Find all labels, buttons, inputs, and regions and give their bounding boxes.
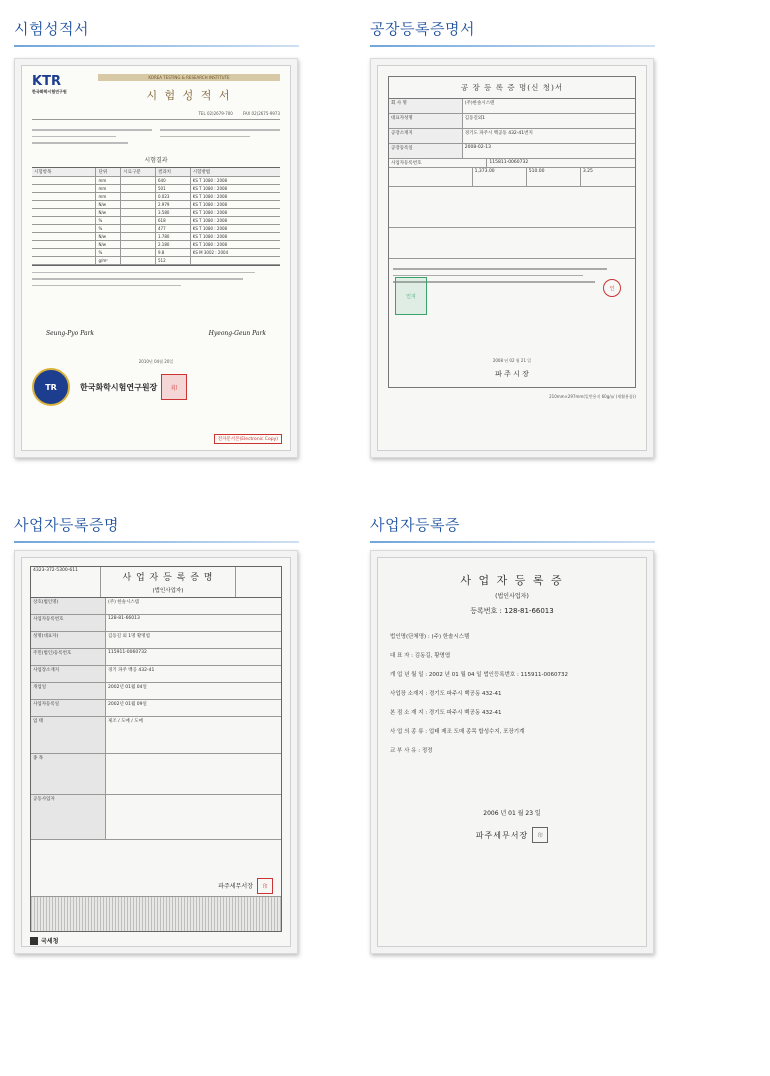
table-cell: 1.780 <box>156 233 191 240</box>
table-cell: KS T 1080 : 2008 <box>192 217 228 223</box>
form-label: 회 사 명 <box>389 99 463 113</box>
form-value: 경기도 파주시 백공동 432-41번지 <box>464 131 533 136</box>
table-cell: 512 <box>156 257 191 264</box>
header-band: KOREA TESTING & RESEARCH INSTITUTE <box>98 74 280 81</box>
table-cell: KS T 1080 : 2008 <box>192 241 228 247</box>
table-cell <box>32 185 96 192</box>
table-cell <box>32 233 96 240</box>
biz-reg-document[interactable] <box>370 550 654 954</box>
table-cell: 3.580 <box>156 209 191 216</box>
registration-line: 사업장 소재지 : 경기도 파주시 백공동 432-41 <box>390 691 502 697</box>
table-cell: KS T 1080 : 2008 <box>192 233 228 239</box>
ktr-seal-icon: TR <box>32 368 70 406</box>
table-cell: KS T 1080 : 2008 <box>192 201 228 207</box>
issue-date: 2010년 04월 20일 <box>138 359 174 365</box>
form-row <box>31 615 281 632</box>
table-row <box>32 257 280 265</box>
form-value: 경기 파주 백공 432-41 <box>108 668 155 673</box>
table-cell <box>32 257 96 264</box>
table-cell: 640 <box>156 177 191 184</box>
form-value: 2002년 01월 09일 <box>108 702 147 707</box>
business-type: 제조 / 도매 / 도매 <box>108 719 143 724</box>
form-row <box>389 114 635 129</box>
table-row <box>32 209 280 217</box>
factory-form-table: 회 사 명 (주)한솔시스텐 대표자성명 김동길외1 공장소재지 경기도 파주시 백공동 432-41번지 공장등록일 2008-02-13 사업자등록번호 115811-0060732 1,373.00 510.00 3.25 인지 인 2008 년 02 월 21 일 파 주 시 장 <box>388 99 636 388</box>
table-row <box>32 193 280 201</box>
table-cell: KS M 3002 : 2004 <box>192 249 229 255</box>
table-header-cell: 시험방법 <box>192 169 211 175</box>
section-divider <box>14 541 299 543</box>
table-cell: 2.180 <box>156 241 191 248</box>
table-row <box>32 249 280 257</box>
table-cell <box>121 241 156 248</box>
table-cell: % <box>96 225 121 232</box>
table-row <box>32 225 280 233</box>
table-cell <box>121 209 156 216</box>
table-cell <box>121 225 156 232</box>
ktr-logo: KTR 한국화학시험연구원 <box>32 74 67 94</box>
result-heading: 시험결과 <box>144 156 168 164</box>
form-row <box>31 666 281 683</box>
biz-cert-table: 상호(법인명) (주) 한솔시스템 사업자등록번호 128-81-66013 성명(대표자) 김동길 외 1명 황명엽 주민(법인)등록번호 115911-0060732 사업장소재지 경기 파주 백공 432-41 개업일 2002년 01월 04일 사업자등록일 2002년 01월 09일 업 태 제조 / 도매 / 도매 종 목 공동사업자 파주세무서장 印 <box>30 598 282 932</box>
form-label: 상호(법인명) <box>31 598 106 614</box>
issue-date: 2006 년 01 월 23 일 <box>483 810 541 817</box>
table-cell: 9.8 <box>156 249 191 256</box>
table-cell <box>121 193 156 200</box>
form-row <box>31 632 281 649</box>
paper-size-footer: 210mm×297mm(일반용지 60g/㎡ (재활용품)) <box>549 394 636 400</box>
registration-line: 사 업 의 종 류 : 업태 제조 도매 종목 합성수지, 포장기계 <box>390 729 525 735</box>
form-row <box>389 99 635 114</box>
section-title-test-report: 시험성적서 <box>14 20 89 38</box>
table-cell: N/w <box>96 201 121 208</box>
form-row <box>31 700 281 717</box>
table-row <box>32 233 280 241</box>
registration-line: 대 표 자 : 김동길, 황명엽 <box>390 653 451 659</box>
table-row <box>32 241 280 249</box>
form-row <box>31 649 281 666</box>
table-cell: 0.023 <box>156 193 191 200</box>
red-seal-icon: 인 <box>603 279 621 297</box>
table-row <box>32 217 280 225</box>
result-table <box>32 167 280 266</box>
doc-title: 사 업 자 등 록 증 <box>460 574 564 587</box>
area-2: 510.00 <box>527 168 581 186</box>
table-row <box>32 185 280 193</box>
form-row <box>31 683 281 700</box>
issue-date: 2008 년 02 월 21 일 <box>492 358 532 363</box>
registration-number: 등록번호 : 128-81-66013 <box>470 607 554 615</box>
issuer-name: 한국화학시험연구원장 <box>80 382 158 392</box>
doc-subtitle: (법인사업자) <box>152 588 184 594</box>
table-cell <box>121 177 156 184</box>
business-number: 115811-0060732 <box>489 160 529 165</box>
form-label: 사업자등록번호 <box>31 615 106 631</box>
registration-line: 개 업 년 월 일 : 2002 년 01 월 04 일 법인등록번호 : 115911-0060732 <box>390 672 569 678</box>
table-cell <box>32 249 96 256</box>
table-cell <box>32 193 96 200</box>
table-cell: N/w <box>96 209 121 216</box>
section-title-biz-cert: 사업자등록증명 <box>14 516 119 534</box>
biz-cert-document[interactable] <box>14 550 298 954</box>
table-cell <box>121 201 156 208</box>
form-label: 개업일 <box>31 683 106 699</box>
factory-cert-document[interactable] <box>370 58 654 458</box>
table-cell <box>121 249 156 256</box>
signature-right: Hyeong-Geun Park <box>208 330 266 338</box>
table-cell: KS T 1080 : 2008 <box>192 209 228 215</box>
red-seal-icon: 印 <box>257 878 273 894</box>
test-report-document[interactable] <box>14 58 298 458</box>
table-cell: 501 <box>156 185 191 192</box>
area-1: 1,373.00 <box>473 168 527 186</box>
table-cell: KS T 1080 : 2008 <box>192 225 228 231</box>
registration-line: 법인명(단체명) : (주) 한솔시스템 <box>390 634 470 640</box>
table-cell: mm <box>96 185 121 192</box>
form-label: 공장등록일 <box>389 144 463 158</box>
doc-title: 사 업 자 등 록 증 명 <box>122 573 214 583</box>
form-label: 주민(법인)등록번호 <box>31 649 106 665</box>
table-cell: mm <box>96 193 121 200</box>
form-value: 2002년 01월 04일 <box>108 685 147 690</box>
form-value: (주)한솔시스텐 <box>464 101 495 106</box>
table-cell: KS T 1080 : 2008 <box>192 185 228 191</box>
nts-logo-icon <box>30 937 38 945</box>
table-cell <box>121 217 156 224</box>
seal-icon: 印 <box>532 827 548 843</box>
form-label: 대표자성명 <box>389 114 463 128</box>
form-label: 사업장소재지 <box>31 666 106 682</box>
table-header-cell: 결과치 <box>156 168 191 176</box>
form-value: 김동길외1 <box>464 116 486 121</box>
table-header-cell: 시료구분 <box>121 168 156 176</box>
form-row <box>31 598 281 615</box>
issuer-name: 파 주 시 장 <box>495 370 529 379</box>
signature-left: Seung-Pyo Park <box>46 330 95 338</box>
section-divider <box>370 541 655 543</box>
table-cell: KS T 1080 : 2008 <box>192 177 228 183</box>
table-cell <box>32 241 96 248</box>
table-row <box>32 177 280 185</box>
registration-line: 본 점 소 재 지 : 경기도 파주시 백공동 432-41 <box>390 710 502 716</box>
table-cell <box>121 257 156 264</box>
form-row <box>389 144 635 159</box>
table-cell <box>191 257 280 264</box>
area-3: 3.25 <box>582 169 593 174</box>
table-cell: g/m² <box>96 257 121 264</box>
table-cell <box>32 217 96 224</box>
green-stamp-icon: 인지 <box>395 277 427 315</box>
tel: TEL 02)2679-700 <box>198 111 233 116</box>
electronic-copy-label: 전자문서본(Electronic Copy) <box>214 434 282 444</box>
form-label: 성명(대표자) <box>31 632 106 648</box>
table-cell <box>32 201 96 208</box>
table-header-cell: 시험항목 <box>32 168 96 176</box>
form-row <box>389 129 635 144</box>
section-title-factory-cert: 공장등록증명서 <box>370 20 475 38</box>
section-divider <box>14 45 299 47</box>
form-label: 사업자등록일 <box>31 700 106 716</box>
barcode-area <box>31 897 281 931</box>
form-value: 128-81-66013 <box>108 616 140 621</box>
table-cell: 618 <box>156 217 191 224</box>
table-cell <box>121 185 156 192</box>
table-cell: KS T 1080 : 2008 <box>192 193 228 199</box>
table-cell: mm <box>96 177 121 184</box>
doc-title: 시 험 성 적 서 <box>146 89 232 102</box>
table-cell: 2.979 <box>156 201 191 208</box>
table-cell: N/w <box>96 241 121 248</box>
table-cell: % <box>96 249 121 256</box>
table-cell: % <box>96 217 121 224</box>
doc-subtitle: (법인사업자) <box>495 593 529 600</box>
section-title-biz-reg: 사업자등록증 <box>370 516 460 534</box>
table-cell <box>32 225 96 232</box>
doc-number: 4323-372-5300-611 <box>31 567 101 597</box>
issuer-name: 파주세무서장 <box>218 883 253 890</box>
nts-footer: 국세청 <box>30 936 282 945</box>
form-value: 2008-02-13 <box>464 145 491 150</box>
fax: FAX 02)2675-9973 <box>242 111 280 116</box>
form-value: 115911-0060732 <box>108 650 147 655</box>
table-cell <box>32 177 96 184</box>
table-cell <box>32 209 96 216</box>
form-label: 공장소재지 <box>389 129 463 143</box>
registration-line: 교 부 사 유 : 정정 <box>390 748 433 754</box>
form-value: (주) 한솔시스템 <box>108 600 140 605</box>
table-cell <box>121 233 156 240</box>
table-row <box>32 201 280 209</box>
table-header-cell: 단위 <box>96 168 121 176</box>
section-divider <box>370 45 655 47</box>
table-cell: 477 <box>156 225 191 232</box>
section-factory-cert <box>370 18 670 61</box>
form-value: 김동길 외 1명 황명엽 <box>108 634 150 639</box>
section-test-report <box>14 18 314 61</box>
issuer-name: 파주세무서장 <box>475 830 529 840</box>
red-seal-icon: 印 <box>161 374 187 400</box>
doc-title: 공 장 등 록 증 명(신 청)서 <box>388 76 636 99</box>
table-cell: N/w <box>96 233 121 240</box>
